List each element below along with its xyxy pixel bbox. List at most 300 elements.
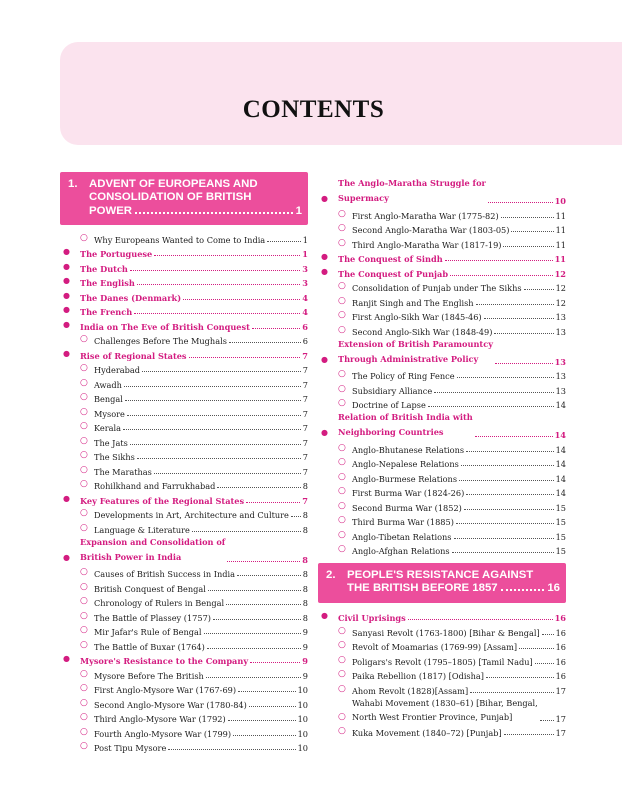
- entry-title: Sanyasi Revolt (1763-1800) [Bihar & Bengal]: [352, 627, 540, 638]
- entry-page-number: 13: [554, 356, 566, 367]
- entry-page-number: 7: [302, 495, 308, 506]
- chapter-page-number: 16: [547, 582, 560, 595]
- entry-page-number: 7: [302, 365, 308, 376]
- dot-leader: [204, 633, 301, 634]
- entry-page-number: 9: [302, 627, 308, 638]
- entry-title-line: Relation of British India with: [338, 412, 473, 422]
- entry-page-number: 7: [302, 452, 308, 463]
- dot-leader: [250, 662, 300, 663]
- toc-subsection[interactable]: [318, 455, 566, 470]
- dot-leader: [125, 400, 301, 401]
- entry-title: Poligars's Revolt (1795–1805) [Tamil Nadu]: [352, 656, 533, 667]
- toc-subsection[interactable]: [60, 594, 308, 609]
- toc-subsection[interactable]: [318, 652, 566, 667]
- entry-title-line: British Power in India: [80, 551, 182, 562]
- dot-leader: [524, 289, 554, 290]
- subsection-circle-icon: ○: [80, 697, 88, 708]
- entry-page-number: 1: [302, 234, 308, 245]
- subsection-circle-icon: ○: [80, 625, 88, 636]
- entry-title: Anglo-Nepalese Relations: [352, 459, 459, 469]
- section-bullet-icon: ●: [321, 427, 328, 437]
- toc-section[interactable]: [60, 317, 308, 332]
- entry-page-number: 13: [555, 385, 566, 396]
- subsection-circle-icon: ○: [338, 654, 346, 665]
- entry-title: Anglo-Tibetan Relations: [352, 531, 452, 542]
- entry-title: Why Europeans Wanted to Come to India: [94, 234, 266, 245]
- entry-title: India on The Eve of British Conquest: [80, 321, 250, 332]
- entry-page-number: 16: [555, 642, 566, 653]
- toc-section[interactable]: [318, 609, 566, 624]
- dot-leader: [466, 494, 553, 495]
- entry-page-number: 14: [555, 488, 566, 498]
- toc-subsection[interactable]: [318, 221, 566, 236]
- section-bullet-icon: ●: [63, 492, 70, 503]
- page-title: CONTENTS: [242, 96, 385, 123]
- entry-title: Bengal: [94, 394, 123, 405]
- dot-leader: [452, 552, 554, 553]
- dot-leader: [450, 275, 553, 276]
- dot-leader: [206, 677, 301, 678]
- entry-title: Key Features of the Regional States: [80, 495, 245, 506]
- subsection-circle-icon: ○: [338, 486, 346, 496]
- entry-page-number: 14: [555, 473, 566, 484]
- entry-page-number: 8: [302, 524, 308, 535]
- dot-leader: [511, 231, 553, 232]
- entry-page-number: 10: [297, 728, 308, 739]
- entry-title: Language & Literature: [94, 524, 190, 535]
- entry-page-number: 7: [302, 350, 308, 361]
- entry-title-line: Supermacy: [338, 193, 389, 203]
- subsection-circle-icon: ○: [80, 464, 88, 475]
- toc-subsection[interactable]: [318, 527, 566, 542]
- dot-leader: [135, 212, 293, 214]
- toc-subsection[interactable]: [60, 230, 308, 245]
- chapter-title-line: PEOPLE'S RESISTANCE AGAINST: [347, 569, 534, 581]
- toc-subsection[interactable]: [318, 469, 566, 484]
- entry-page-number: 10: [554, 196, 566, 206]
- toc-subsection[interactable]: [60, 404, 308, 419]
- dot-leader: [124, 386, 301, 387]
- entry-page-number: 10: [297, 743, 308, 754]
- subsection-circle-icon: ○: [80, 610, 88, 621]
- dot-leader: [226, 604, 301, 605]
- chapter-heading[interactable]: [60, 172, 308, 225]
- entry-page-number: 13: [555, 326, 566, 337]
- entry-title-line: North West Frontier Province, Punjab]: [352, 711, 513, 722]
- title-banner: [60, 42, 622, 145]
- chapter-title-last-line: [326, 582, 560, 595]
- dot-leader: [495, 363, 553, 364]
- toc-subsection[interactable]: [318, 681, 566, 696]
- subsection-circle-icon: ○: [338, 515, 346, 525]
- dot-leader: [459, 480, 554, 481]
- toc-subsection[interactable]: [318, 498, 566, 513]
- entry-title: First Burma War (1824-26): [352, 488, 465, 498]
- dot-leader: [137, 458, 301, 459]
- toc-subsection[interactable]: [60, 419, 308, 434]
- entry-page-number: 8: [302, 481, 308, 492]
- dot-leader: [229, 342, 301, 343]
- toc-subsection[interactable]: [318, 724, 566, 739]
- dot-leader: [137, 284, 300, 285]
- toc-subsection[interactable]: [318, 381, 566, 396]
- entry-page-number: 7: [302, 423, 308, 434]
- entry-title: Awadh: [94, 379, 122, 390]
- subsection-circle-icon: ○: [338, 683, 346, 694]
- section-bullet-icon: ●: [321, 353, 328, 364]
- toc-section[interactable]: [318, 264, 566, 279]
- entry-page-number: 8: [302, 583, 308, 594]
- toc-subsection[interactable]: [60, 623, 308, 638]
- subsection-circle-icon: ○: [80, 712, 88, 723]
- dot-leader: [237, 575, 301, 576]
- subsection-circle-icon: ○: [338, 471, 346, 482]
- subsection-circle-icon: ○: [338, 669, 346, 680]
- toc-section[interactable]: [318, 337, 566, 367]
- entry-title: Subsidiary Alliance: [352, 385, 433, 396]
- toc-subsection[interactable]: [60, 608, 308, 623]
- toc-subsection[interactable]: [60, 739, 308, 754]
- chapter-page-number: 1: [295, 204, 302, 217]
- toc-subsection[interactable]: [60, 637, 308, 652]
- entry-page-number: 16: [554, 613, 566, 624]
- subsection-circle-icon: ○: [338, 398, 346, 408]
- dot-leader: [213, 619, 301, 620]
- toc-subsection[interactable]: [318, 667, 566, 682]
- toc-subsection[interactable]: [60, 710, 308, 725]
- dot-leader: [130, 444, 301, 445]
- entry-page-number: 7: [302, 408, 308, 419]
- entry-page-number: 11: [555, 225, 566, 235]
- toc-subsection[interactable]: [318, 367, 566, 382]
- subsection-circle-icon: ○: [338, 529, 346, 540]
- entry-title: First Anglo-Maratha War (1775-82): [352, 210, 499, 221]
- entry-page-number: 8: [302, 598, 308, 609]
- toc-subsection[interactable]: [318, 513, 566, 528]
- toc-section[interactable]: [318, 176, 566, 206]
- toc-subsection[interactable]: [60, 565, 308, 580]
- dot-leader: [408, 619, 553, 620]
- dot-leader: [154, 473, 301, 474]
- entry-title: Second Anglo-Sikh War (1848-49): [352, 326, 493, 337]
- dot-leader: [494, 333, 553, 334]
- subsection-circle-icon: ○: [338, 625, 346, 636]
- entry-page-number: 8: [302, 569, 308, 580]
- entry-title: Third Anglo-Maratha War (1817-19): [352, 239, 502, 250]
- entry-title: Mysore: [94, 408, 125, 419]
- dot-leader: [183, 299, 300, 300]
- entry-title: Hyderabad: [94, 365, 141, 376]
- entry-title: Anglo-Bhutanese Relations: [352, 444, 465, 455]
- subsection-circle-icon: ○: [80, 741, 88, 752]
- entry-page-number: 7: [302, 437, 308, 448]
- entry-title: Second Anglo-Mysore War (1780-84): [94, 699, 247, 710]
- section-bullet-icon: ●: [321, 610, 328, 621]
- section-bullet-icon: ●: [63, 304, 70, 315]
- entry-title: Anglo-Afghan Relations: [352, 546, 450, 556]
- entry-page-number: 13: [555, 371, 566, 381]
- entry-title: The English: [80, 278, 135, 289]
- toc-subsection[interactable]: [318, 279, 566, 294]
- chapter-heading[interactable]: [318, 563, 566, 603]
- entry-title: Paika Rebellion (1817) [Odisha]: [352, 671, 484, 682]
- toc-subsection[interactable]: [60, 681, 308, 696]
- toc-subsection[interactable]: [60, 579, 308, 594]
- entry-page-number: 10: [297, 685, 308, 696]
- entry-page-number: 9: [302, 656, 308, 667]
- dot-leader: [168, 749, 295, 750]
- entry-title: The Danes (Denmark): [80, 292, 182, 303]
- toc-section[interactable]: [60, 652, 308, 667]
- entry-page-number: 6: [302, 321, 308, 332]
- dot-leader: [535, 663, 554, 664]
- toc-subsection[interactable]: [60, 462, 308, 477]
- dot-leader: [457, 377, 554, 378]
- toc-subsection[interactable]: [318, 235, 566, 250]
- toc-subsection[interactable]: [60, 433, 308, 448]
- toc-subsection[interactable]: [60, 477, 308, 492]
- section-bullet-icon: ●: [63, 275, 70, 286]
- subsection-circle-icon: ○: [338, 383, 346, 394]
- subsection-circle-icon: ○: [338, 208, 346, 219]
- subsection-circle-icon: ○: [338, 640, 346, 651]
- entry-page-number: 12: [555, 283, 566, 293]
- subsection-circle-icon: ○: [338, 237, 346, 248]
- subsection-circle-icon: ○: [80, 683, 88, 694]
- toc-subsection[interactable]: [60, 361, 308, 376]
- entry-title: Post Tipu Mysore: [94, 743, 167, 754]
- entry-title: Kuka Movement (1840–72) [Punjab]: [352, 728, 502, 739]
- entry-page-number: 17: [555, 685, 566, 696]
- entry-title: Third Burma War (1885): [352, 517, 454, 527]
- subsection-circle-icon: ○: [80, 334, 88, 345]
- section-bullet-icon: ●: [63, 347, 70, 358]
- entry-title: [338, 176, 486, 206]
- subsection-circle-icon: ○: [338, 281, 346, 291]
- subsection-circle-icon: ○: [80, 435, 88, 446]
- entry-title: Mir Jafar's Rule of Bengal: [94, 627, 202, 638]
- dot-leader: [189, 357, 301, 358]
- entry-title: British Conquest of Bengal: [94, 583, 206, 594]
- entry-page-number: 4: [302, 292, 308, 303]
- entry-title: [338, 410, 473, 440]
- toc-subsection[interactable]: [318, 206, 566, 221]
- section-bullet-icon: ●: [321, 251, 328, 261]
- toc-subsection[interactable]: [318, 322, 566, 337]
- entry-page-number: 15: [555, 502, 566, 513]
- subsection-circle-icon: ○: [338, 324, 346, 335]
- subsection-circle-icon: ○: [80, 522, 88, 533]
- toc-section[interactable]: [60, 535, 308, 565]
- entry-page-number: 9: [302, 670, 308, 681]
- dot-leader: [454, 538, 554, 539]
- dot-leader: [461, 465, 554, 466]
- entry-title: [352, 696, 538, 724]
- entry-title: Civil Uprisings: [338, 613, 406, 624]
- dot-leader: [291, 516, 301, 517]
- toc-section[interactable]: [60, 491, 308, 506]
- chapter-title-line: CONSOLIDATION OF BRITISH: [89, 191, 252, 204]
- entry-page-number: 17: [555, 713, 566, 724]
- toc-subsection[interactable]: [60, 448, 308, 463]
- entry-title: The Marathas: [94, 466, 152, 477]
- entry-page-number: 6: [302, 336, 308, 347]
- dot-leader: [445, 260, 553, 261]
- toc-subsection[interactable]: [318, 484, 566, 499]
- entry-title: The Conquest of Sindh: [338, 254, 443, 264]
- subsection-circle-icon: ○: [80, 232, 88, 243]
- dot-leader: [476, 304, 554, 305]
- subsection-circle-icon: ○: [80, 421, 88, 432]
- toc-section[interactable]: [60, 245, 308, 260]
- toc-section[interactable]: [318, 250, 566, 265]
- entry-page-number: 14: [555, 444, 566, 455]
- dot-leader: [519, 648, 554, 649]
- entry-page-number: 16: [555, 656, 566, 667]
- entry-page-number: 16: [555, 671, 566, 682]
- entry-title: Fourth Anglo-Mysore War (1799): [94, 728, 232, 739]
- dot-leader: [503, 246, 553, 247]
- dot-leader: [134, 313, 300, 314]
- toc-section[interactable]: [60, 259, 308, 274]
- entry-page-number: 11: [555, 210, 566, 221]
- toc-subsection[interactable]: [60, 390, 308, 405]
- entry-title: The Dutch: [80, 263, 128, 274]
- entry-page-number: 8: [302, 554, 308, 565]
- dot-leader: [217, 487, 300, 488]
- entry-page-number: 17: [555, 728, 566, 739]
- dot-leader: [501, 589, 545, 591]
- entry-title: Second Burma War (1852): [352, 502, 462, 513]
- dot-leader: [123, 429, 301, 430]
- subsection-circle-icon: ○: [80, 596, 88, 607]
- toc-subsection[interactable]: [60, 666, 308, 681]
- entry-title: The French: [80, 307, 133, 318]
- entry-title: The Sikhs: [94, 452, 135, 463]
- section-bullet-icon: ●: [63, 260, 70, 271]
- toc-subsection[interactable]: [318, 623, 566, 638]
- dot-leader: [246, 502, 300, 503]
- subsection-circle-icon: ○: [80, 377, 88, 388]
- subsection-circle-icon: ○: [80, 581, 88, 592]
- dot-leader: [130, 270, 300, 271]
- toc-subsection[interactable]: [318, 396, 566, 411]
- section-bullet-icon: ●: [63, 653, 70, 664]
- subsection-circle-icon: ○: [80, 567, 88, 578]
- dot-leader: [142, 371, 301, 372]
- entry-title: Consolidation of Punjab under The Sikhs: [352, 283, 522, 293]
- dot-leader: [249, 706, 296, 707]
- entry-page-number: 10: [297, 714, 308, 725]
- entry-title: Anglo-Burmese Relations: [352, 473, 458, 484]
- entry-page-number: 15: [555, 517, 566, 527]
- toc-subsection[interactable]: [318, 293, 566, 308]
- dot-leader: [428, 406, 554, 407]
- toc-subsection[interactable]: [318, 696, 566, 724]
- dot-leader: [504, 734, 554, 735]
- subsection-circle-icon: ○: [80, 450, 88, 461]
- entry-page-number: 13: [555, 312, 566, 322]
- entry-page-number: 14: [555, 459, 566, 469]
- entry-title: The Conquest of Punjab: [338, 268, 449, 279]
- subsection-circle-icon: ○: [338, 544, 346, 554]
- chapter-title-line: POWER: [89, 204, 133, 217]
- toc-subsection[interactable]: [318, 542, 566, 557]
- entry-title-line: Through Administrative Policy: [338, 353, 479, 364]
- dot-leader: [227, 561, 300, 562]
- toc-subsection[interactable]: [60, 506, 308, 521]
- toc-subsection[interactable]: [318, 638, 566, 653]
- entry-title-line: Expansion and Consolidation of: [80, 536, 226, 547]
- dot-leader: [228, 720, 296, 721]
- toc-right-column: [318, 176, 566, 738]
- entry-page-number: 8: [302, 612, 308, 623]
- section-bullet-icon: ●: [63, 289, 70, 300]
- section-bullet-icon: ●: [63, 246, 70, 257]
- entry-title: The Jats: [94, 437, 128, 448]
- toc-section[interactable]: [60, 288, 308, 303]
- toc-subsection[interactable]: [318, 440, 566, 455]
- subsection-circle-icon: ○: [338, 726, 346, 737]
- dot-leader: [540, 720, 554, 721]
- entry-page-number: 1: [302, 249, 308, 260]
- toc-subsection[interactable]: [60, 332, 308, 347]
- entry-page-number: 11: [554, 254, 566, 264]
- subsection-circle-icon: ○: [338, 442, 346, 453]
- dot-leader: [434, 392, 553, 393]
- entry-page-number: 7: [302, 379, 308, 390]
- entry-title: The Battle of Plassey (1757): [94, 612, 211, 623]
- toc-section[interactable]: [318, 410, 566, 440]
- toc-subsection[interactable]: [60, 375, 308, 390]
- subsection-circle-icon: ○: [338, 223, 346, 233]
- dot-leader: [208, 590, 301, 591]
- dot-leader: [475, 436, 553, 437]
- dot-leader: [488, 202, 553, 203]
- subsection-circle-icon: ○: [80, 726, 88, 737]
- entry-title: Challenges Before The Mughals: [94, 336, 227, 347]
- dot-leader: [484, 318, 554, 319]
- entry-page-number: 15: [555, 546, 566, 556]
- toc-subsection[interactable]: [60, 695, 308, 710]
- dot-leader: [154, 255, 300, 256]
- subsection-circle-icon: ○: [338, 711, 346, 722]
- toc-subsection[interactable]: [60, 724, 308, 739]
- dot-leader: [470, 692, 553, 693]
- entry-page-number: 7: [302, 466, 308, 477]
- entry-page-number: 10: [297, 699, 308, 710]
- subsection-circle-icon: ○: [80, 668, 88, 679]
- entry-title: Mysore's Resistance to the Company: [80, 656, 249, 667]
- entry-page-number: 14: [554, 430, 566, 440]
- subsection-circle-icon: ○: [80, 392, 88, 403]
- toc-subsection[interactable]: [318, 308, 566, 323]
- entry-title-line: Extension of British Paramountcy: [338, 338, 493, 349]
- toc-section[interactable]: [60, 346, 308, 361]
- dot-leader: [267, 241, 301, 242]
- entry-title: Rise of Regional States: [80, 350, 187, 361]
- toc-subsection[interactable]: [60, 520, 308, 535]
- entry-title: Second Anglo-Maratha War (1803-05): [352, 225, 510, 235]
- toc-section[interactable]: [60, 303, 308, 318]
- entry-page-number: 4: [302, 307, 308, 318]
- toc-section[interactable]: [60, 274, 308, 289]
- entry-title: First Anglo-Sikh War (1845-46): [352, 312, 482, 322]
- entry-title: Mysore Before The British: [94, 670, 204, 681]
- chapter-title-last-line: [68, 205, 302, 218]
- chapter-number: 1.: [68, 178, 78, 190]
- entry-page-number: 12: [554, 268, 566, 279]
